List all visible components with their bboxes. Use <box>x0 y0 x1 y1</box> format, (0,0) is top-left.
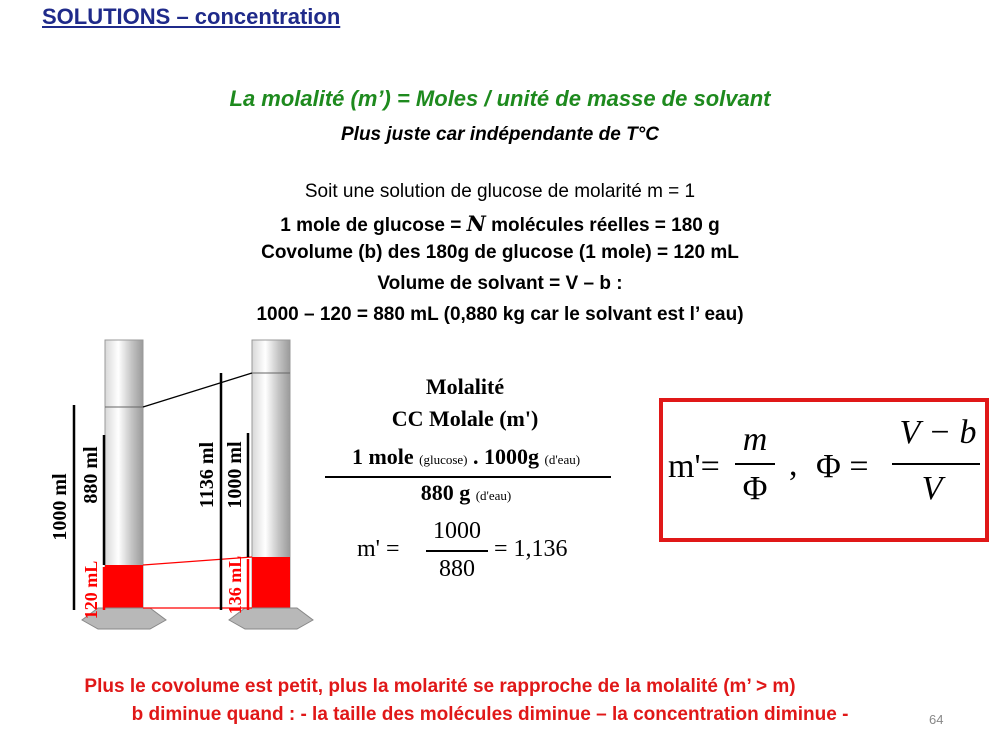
num-water-sub: (d'eau) <box>544 452 581 467</box>
right-covolume-label: 136 mL <box>225 555 245 615</box>
right-solvent-label: 1000 ml <box>224 441 246 509</box>
formula-f1-bar <box>735 463 775 465</box>
graduated-cylinders-illustration <box>0 335 320 635</box>
result-rhs: = 1,136 <box>494 536 568 562</box>
right-total-label: 1136 ml <box>196 441 218 509</box>
molality-subheading: Plus juste car indépendante de T°C <box>341 124 659 145</box>
text-line-2b: molécules réelles = 180 g <box>485 215 720 236</box>
text-line-5: 1000 – 120 = 880 mL (0,880 kg car le solvant est l’ eau) <box>256 304 744 325</box>
footer-line-1: Plus le covolume est petit, plus la molarité se rapproche de la molalité (m’ > m) <box>84 676 796 697</box>
num-water: . 1000g <box>473 444 540 469</box>
left-solvent-label: 880 ml <box>80 446 102 504</box>
result-lhs: m' = <box>357 536 400 562</box>
formula-f2-bar <box>892 463 980 465</box>
den-water-sub: (d'eau) <box>475 488 512 503</box>
text-line-2 <box>0 211 1000 237</box>
top-level-connector <box>143 373 252 407</box>
num-mole: 1 mole <box>351 444 414 469</box>
molality-label: Molalité <box>425 374 505 399</box>
formula-f2-den: V <box>921 470 943 507</box>
molality-fraction-bar <box>325 476 611 478</box>
page-number: 64 <box>929 712 944 727</box>
text-line-2a: 1 mole de glucose = <box>280 215 467 236</box>
left-total-label: 1000 ml <box>49 473 71 541</box>
formula-phi: Φ = <box>816 448 869 485</box>
text-line-4: Volume de solvant = V – b : <box>377 273 623 294</box>
formula-f1-den: Φ <box>742 470 768 507</box>
avogadro-symbol: N <box>466 211 486 236</box>
slide-title: SOLUTIONS – concentration <box>42 4 341 29</box>
text-line-3: Covolume (b) des 180g de glucose (1 mole) = 120 mL <box>261 242 739 263</box>
formula-separator: , <box>789 446 798 483</box>
footer-line-2: b diminue quand : - la taille des molécules diminue – la concentration diminue - <box>131 704 849 725</box>
molal-concentration-label: CC Molale (m') <box>391 406 539 431</box>
molality-fraction-numerator <box>318 444 614 470</box>
formula-lhs: m'= <box>668 448 720 485</box>
molality-fraction-denominator <box>318 480 614 506</box>
result-fraction-bar <box>426 550 488 552</box>
result-numerator: 1000 <box>433 518 481 544</box>
result-denominator: 880 <box>439 556 475 582</box>
den-water: 880 g <box>420 480 471 505</box>
text-line-1: Soit une solution de glucose de molarité m = 1 <box>304 181 696 202</box>
left-covolume-label: 120 mL <box>81 560 101 620</box>
formula-f1-num: m <box>742 421 768 458</box>
num-mole-sub: (glucose) <box>419 452 468 467</box>
formula-f2-num: V − b <box>899 414 977 451</box>
molality-heading: La molalité (m’) = Moles / unité de masse de solvant <box>229 86 771 111</box>
